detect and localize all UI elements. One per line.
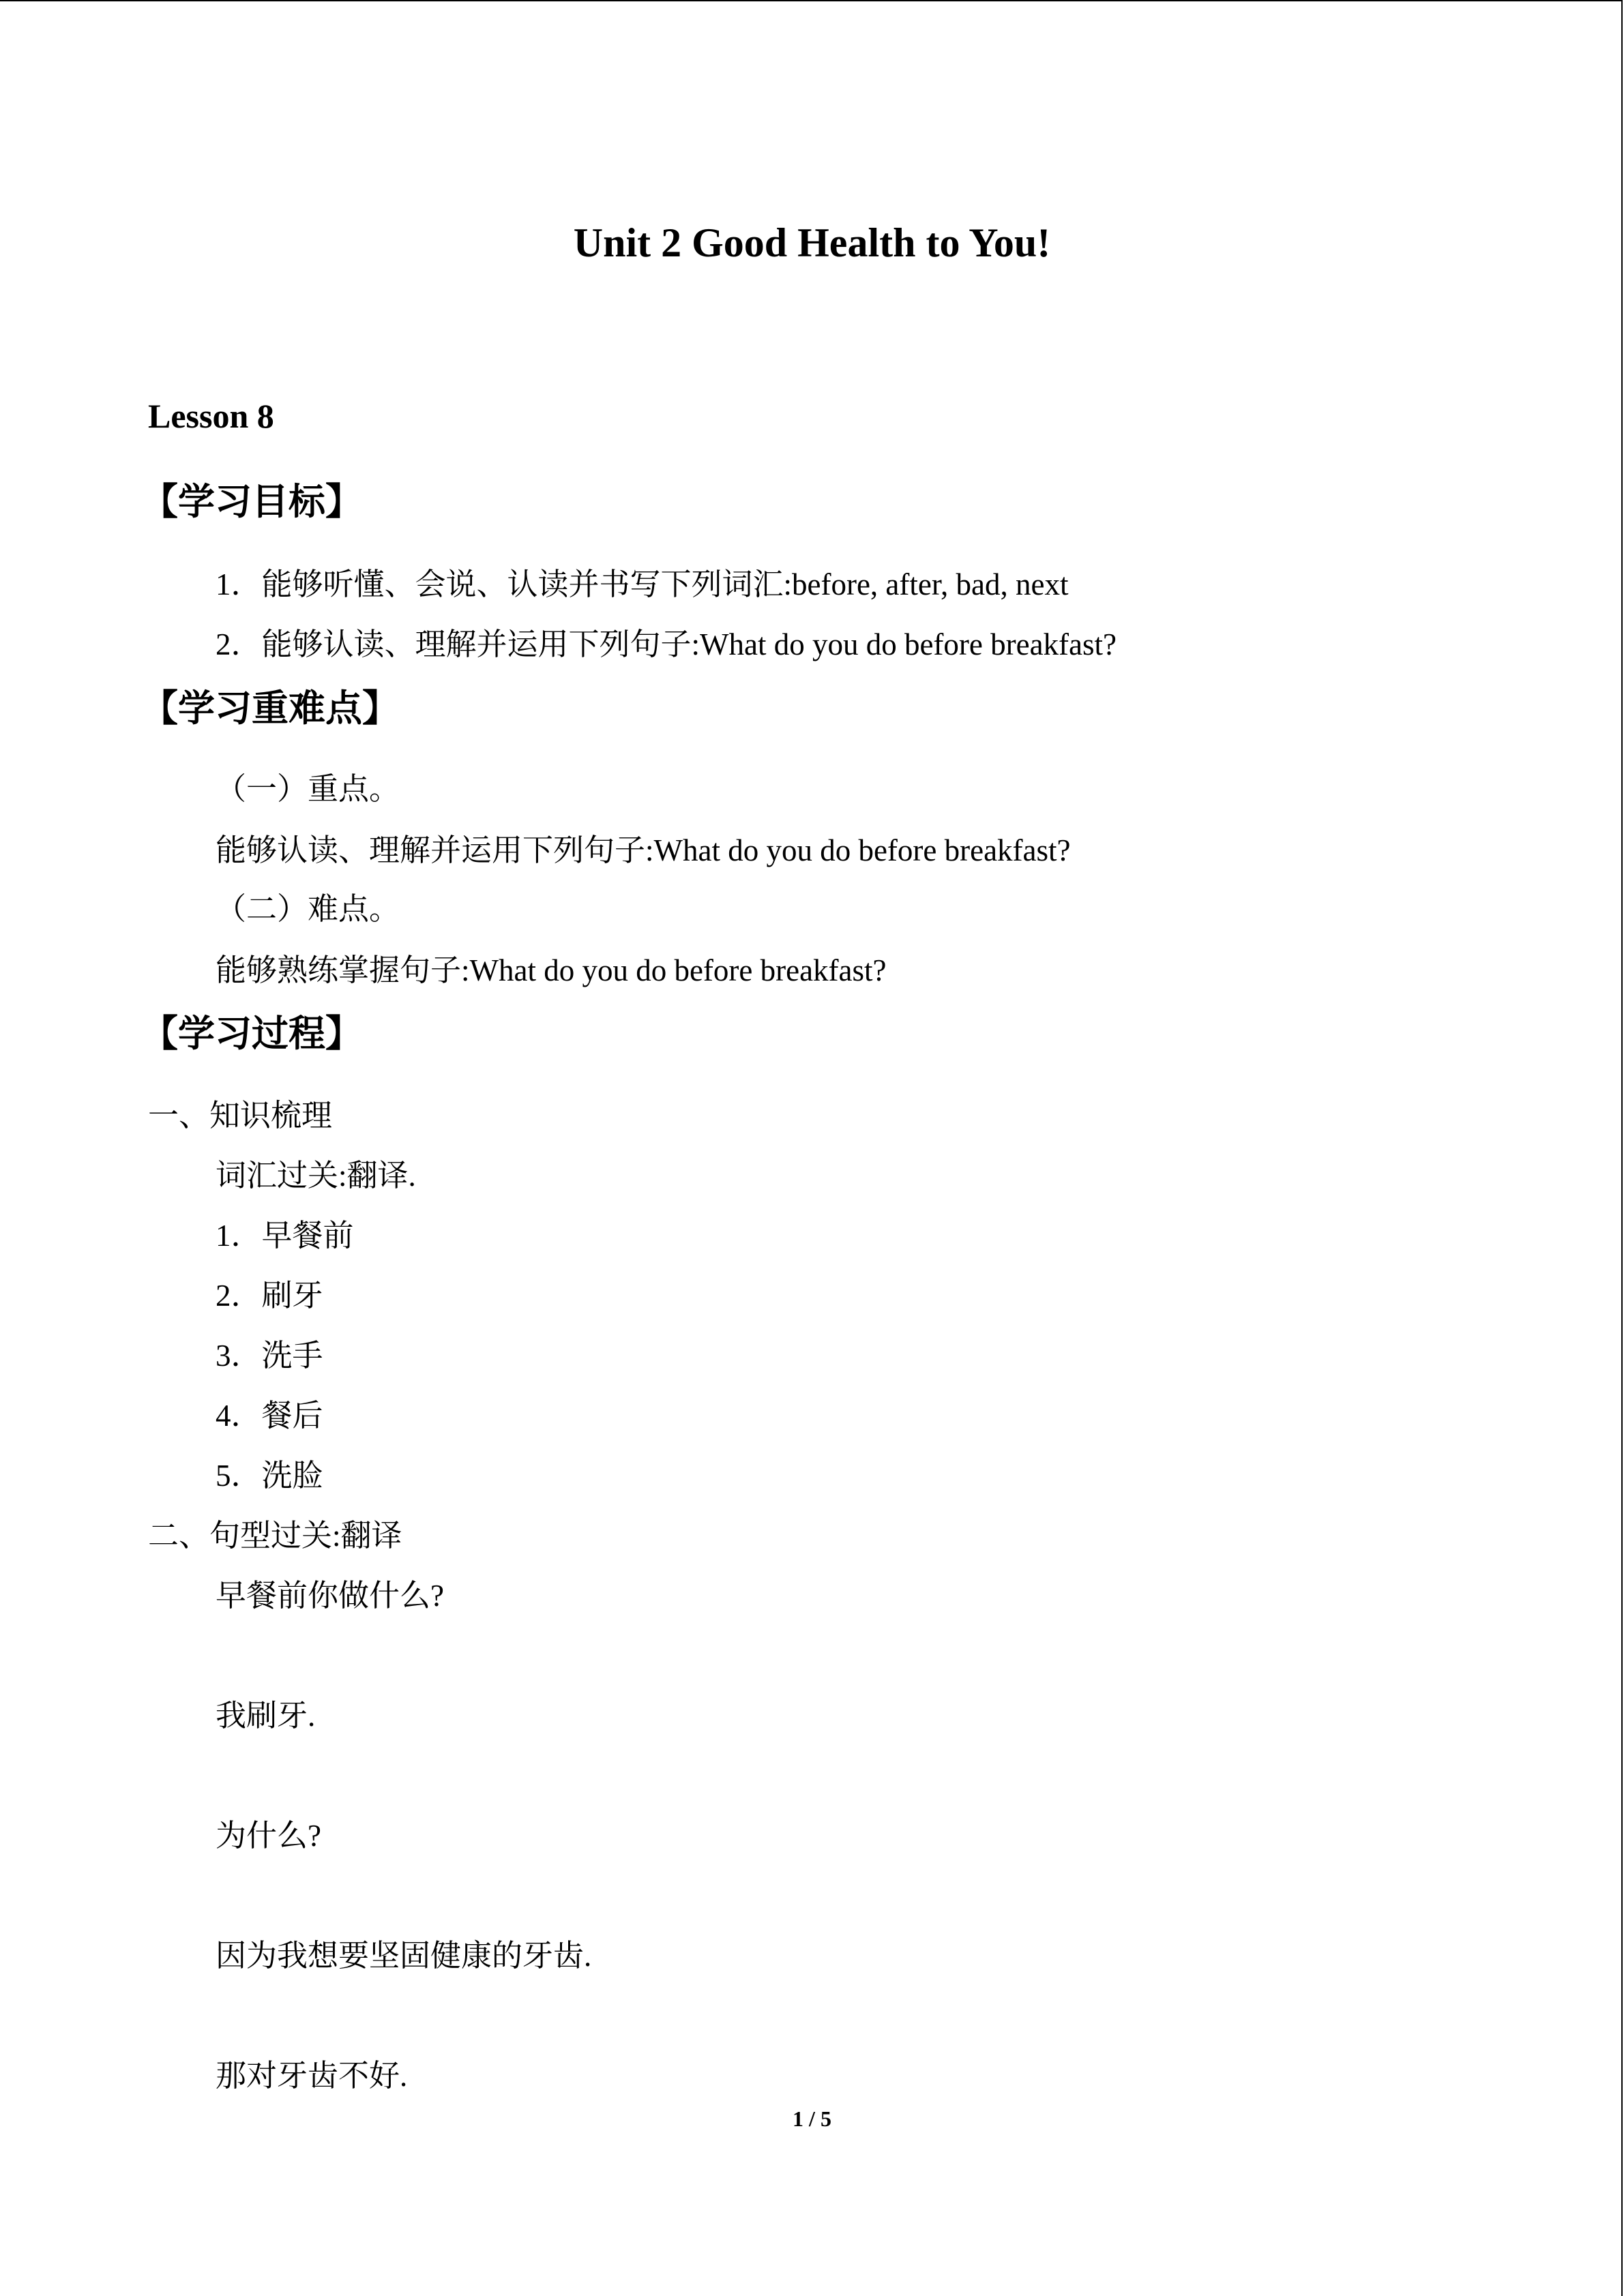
part2-heading: 二、句型过关:翻译 xyxy=(148,1519,402,1553)
vocabulary-item: 5．洗脸 xyxy=(216,1459,323,1493)
vocabulary-item: 3．洗手 xyxy=(216,1339,323,1373)
process-heading: 【学习过程】 xyxy=(141,1013,362,1054)
vocabulary-item: 2．刷牙 xyxy=(216,1279,323,1313)
focus-label: （一）重点。 xyxy=(216,772,400,806)
part1-heading: 一、知识梳理 xyxy=(148,1099,333,1133)
focus-text: 能够认读、理解并运用下列句子:What do you do before breakfast? xyxy=(216,833,1071,867)
page-number: 1 / 5 xyxy=(793,2106,831,2131)
lesson-label: Lesson 8 xyxy=(148,397,274,435)
translation-sentence: 那对牙齿不好. xyxy=(216,2059,408,2093)
objective-item: 2．能够认读、理解并运用下列句子:What do you do before breakfast? xyxy=(216,627,1117,661)
vocabulary-item: 1．早餐前 xyxy=(216,1219,354,1253)
translation-sentence: 我刷牙. xyxy=(216,1699,316,1733)
difficulty-label: （二）难点。 xyxy=(216,892,400,926)
objective-item: 1．能够听懂、会说、认读并书写下列词汇:before, after, bad, next xyxy=(216,567,1069,601)
part1-instruction: 词汇过关:翻译. xyxy=(216,1159,416,1193)
document-title: Unit 2 Good Health to You! xyxy=(573,220,1051,265)
difficulty-text: 能够熟练掌握句子:What do you do before breakfast? xyxy=(216,953,887,987)
translation-sentence: 为什么? xyxy=(216,1819,321,1853)
translation-sentence: 因为我想要坚固健康的牙齿. xyxy=(216,1939,592,1973)
key-points-heading: 【学习重难点】 xyxy=(141,688,399,729)
vocabulary-item: 4．餐后 xyxy=(216,1399,323,1433)
translation-sentence: 早餐前你做什么? xyxy=(216,1579,444,1613)
objectives-heading: 【学习目标】 xyxy=(141,481,362,522)
